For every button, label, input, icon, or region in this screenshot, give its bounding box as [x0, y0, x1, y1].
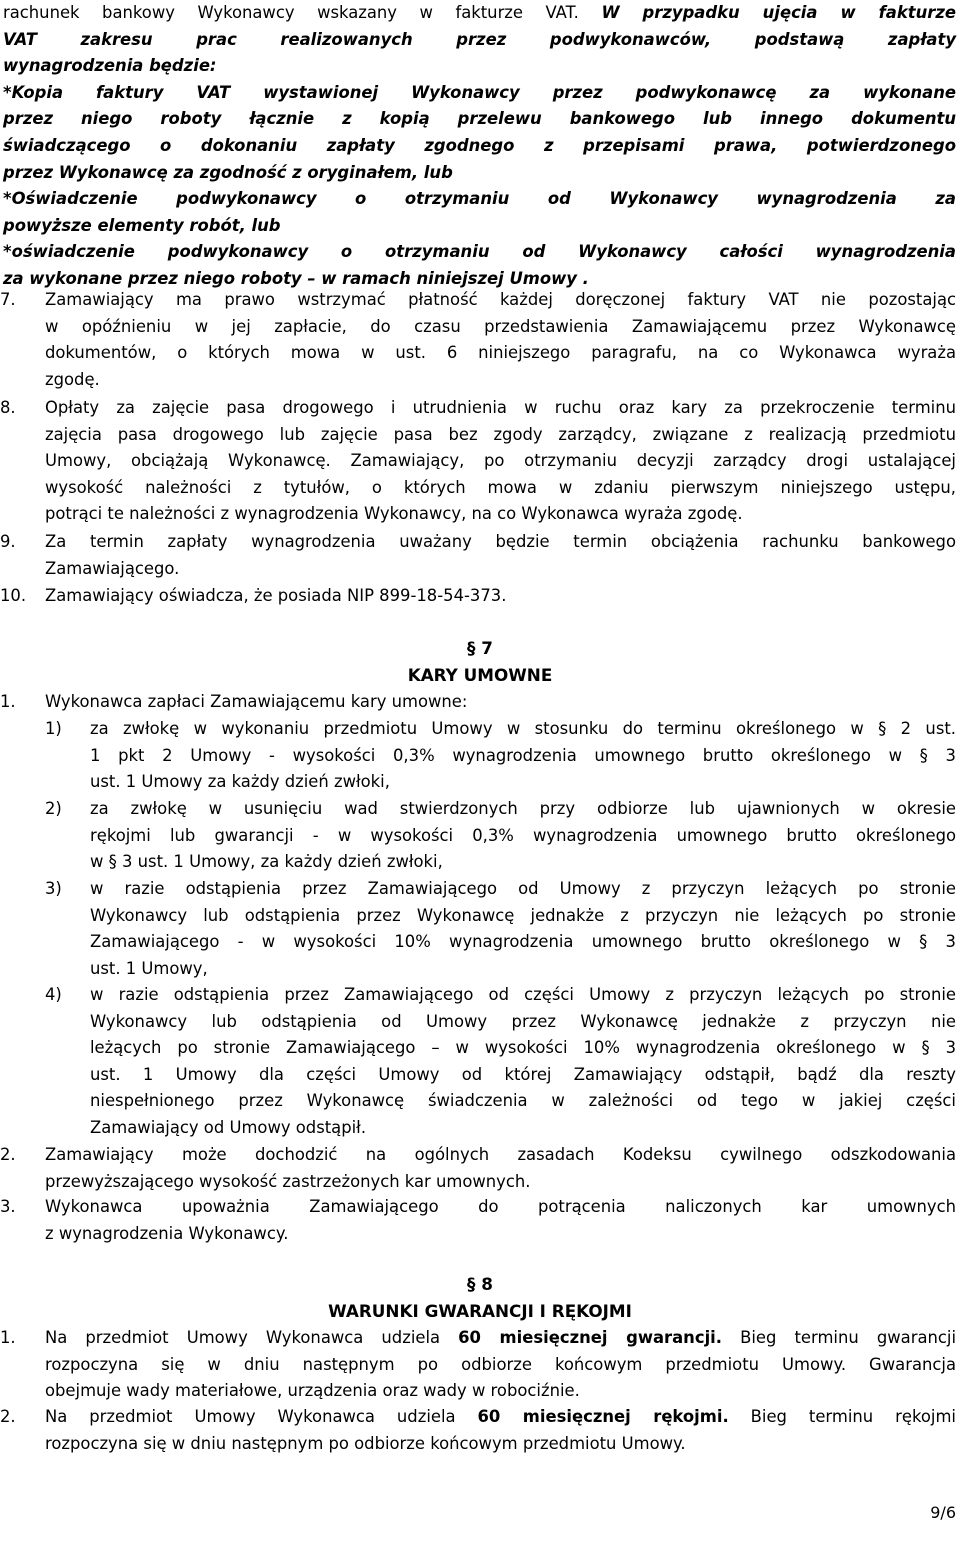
- section-8-p1-line-1: rozpoczyna się w dniu następnym po odbiorze końcowym przedmiotu Umowy. Gwarancja: [45, 1354, 956, 1374]
- point-8-text: [45, 395, 956, 528]
- item-1-line-1: 1 pkt 2 Umowy - wysokości 0,3% wynagrodzenia umownego brutto określonego w § 3: [90, 745, 956, 765]
- point-7-line-2: dokumentów, o których mowa w ust. 6 niniejszego paragrafu, na co Wykonawca wyraża: [45, 343, 956, 363]
- item-3-line-3: ust. 1 Umowy,: [90, 958, 208, 978]
- item-4-text: [90, 982, 956, 1142]
- point-number-10: 10.: [0, 586, 27, 605]
- item-2-line-0: za zwłokę w usunięciu wad stwierdzonych przy odbiorze lub ujawnionych w okresie: [90, 799, 956, 818]
- item-4-line-4: niespełnionego przez Wykonawcę świadczenia w zależności od tego w jakiej części: [90, 1091, 956, 1111]
- point-10-text: [45, 583, 956, 610]
- section-8-p2-text: [45, 1404, 956, 1457]
- item-number-2: 2): [45, 799, 62, 818]
- point-7-line-3: zgodę.: [45, 369, 100, 389]
- section-8-p2-post: Bieg terminu rękojmi: [750, 1407, 956, 1426]
- intro-block: [3, 0, 956, 293]
- point-8-line-0: Opłaty za zajęcie pasa drogowego i utrudnienia w ruchu oraz kary za przekroczenie terminu: [45, 398, 956, 417]
- point-number-9: 9.: [0, 532, 16, 551]
- intro-line-4: przez niego roboty łącznie z kopią przelewu bankowego lub innego dokumentu: [3, 109, 956, 129]
- item-2-text: [90, 796, 956, 876]
- item-number-1: 1): [45, 719, 62, 738]
- item-2-line-2: w § 3 ust. 1 Umowy, za każdy dzień zwłoki,: [90, 852, 443, 872]
- section-8-p1-number: 1.: [0, 1328, 16, 1347]
- section-8-symbol: § 8: [467, 1274, 493, 1294]
- section-7-p3-text: [45, 1194, 956, 1247]
- item-1-text: [90, 716, 956, 796]
- section-7-p2-number: 2.: [0, 1145, 16, 1164]
- section-7-title: KARY UMOWNE: [407, 665, 553, 685]
- point-7-line-1: w opóźnieniu w jej zapłacie, do czasu przedstawienia Zamawiającemu przez Wykonawcę: [45, 316, 956, 336]
- item-1-line-2: ust. 1 Umowy za każdy dzień zwłoki,: [90, 772, 390, 792]
- intro-line-6: przez Wykonawcę za zgodność z oryginałem, lub: [3, 162, 453, 182]
- point-8-line-2: Umowy, obciążają Wykonawcę. Zamawiający, po otrzymaniu decyzji zarządcy drogi ustalającej: [45, 451, 956, 471]
- item-4-line-1: Wykonawcy lub odstąpienia od Umowy przez Wykonawcę jednakże z przyczyn nie: [90, 1011, 956, 1031]
- item-number-4: 4): [45, 985, 62, 1004]
- intro-line-7: *Oświadczenie podwykonawcy o otrzymaniu od Wykonawcy wynagrodzenia za: [3, 189, 956, 209]
- item-3-line-2: Zamawiającego - w wysokości 10% wynagrodzenia umownego brutto określonego w § 3: [90, 932, 956, 952]
- point-7-line-0: Zamawiający ma prawo wstrzymać płatność każdej doręczonej faktury VAT nie pozostając: [45, 290, 956, 309]
- intro-line-10: za wykonane przez niego roboty – w ramach niniejszej Umowy .: [3, 268, 589, 288]
- point-8-line-3: wysokość należności z tytułów, o których mowa w zdaniu pierwszym niniejszego ustępu,: [45, 477, 956, 497]
- point-9-line-0: Za termin zapłaty wynagrodzenia uważany będzie termin obciążenia rachunku bankowego: [45, 532, 956, 551]
- point-9-text: [45, 529, 956, 582]
- item-1-line-0: za zwłokę w wykonaniu przedmiotu Umowy w stosunku do terminu określonego w § 2 ust.: [90, 719, 956, 738]
- warranty-rekojmi-period: 60 miesięcznej rękojmi.: [477, 1407, 729, 1426]
- item-2-line-1: rękojmi lub gwarancji - w wysokości 0,3% wynagrodzenia umownego brutto określonego: [90, 825, 956, 845]
- item-4-line-0: w razie odstąpienia przez Zamawiającego od części Umowy z przyczyn leżących po stronie: [90, 985, 956, 1004]
- page-number: 9/6: [930, 1503, 956, 1522]
- intro-line-5: świadczącego o dokonaniu zapłaty zgodnego z przepisami prawa, potwierdzonego: [3, 135, 956, 155]
- item-4-line-3: ust. 1 Umowy dla części Umowy od której Zamawiający odstąpił, bądź dla reszty: [90, 1064, 956, 1084]
- section-7-p2-text: [45, 1142, 956, 1195]
- item-4-line-5: Zamawiający od Umowy odstąpił.: [90, 1117, 367, 1137]
- section-7-p3-number: 3.: [0, 1197, 16, 1216]
- point-8-line-1: zajęcia pasa drogowego lub zajęcie pasa bez zgody zarządcy, związane z realizacją przedmiotu: [45, 424, 956, 444]
- item-4-line-2: leżących po stronie Zamawiającego – w wysokości 10% wynagrodzenia określonego w § 3: [90, 1038, 956, 1058]
- section-8-p2-line-0: [45, 1404, 956, 1431]
- section-7-p2-line-1: przewyższającego wysokość zastrzeżonych kar umownych.: [45, 1171, 531, 1191]
- item-3-text: [90, 876, 956, 982]
- intro-line-2: wynagrodzenia będzie:: [3, 56, 217, 76]
- section-8-p2-pre: Na przedmiot Umowy Wykonawca udziela: [45, 1407, 456, 1426]
- intro-line-1: VAT zakresu prac realizowanych przez podwykonawców, podstawą zapłaty: [3, 29, 956, 49]
- item-number-3: 3): [45, 879, 62, 898]
- section-8-p2-number: 2.: [0, 1407, 16, 1426]
- section-8-p1-post: Bieg terminu gwarancji: [740, 1328, 956, 1347]
- intro-line-0: [3, 0, 956, 27]
- intro-line-3: *Kopia faktury VAT wystawionej Wykonawcy przez podwykonawcę za wykonane: [3, 82, 956, 102]
- section-8-p2-line-1: rozpoczyna się w dniu następnym po odbiorze końcowym przedmiotu Umowy.: [45, 1433, 686, 1453]
- point-number-7: 7.: [0, 290, 16, 309]
- section-8-p1-text: [45, 1325, 956, 1405]
- section-8-p1-pre: Na przedmiot Umowy Wykonawca udziela: [45, 1328, 441, 1347]
- section-7-p1-text: Wykonawca zapłaci Zamawiającemu kary umowne:: [45, 692, 468, 711]
- warranty-period: 60 miesięcznej gwarancji.: [458, 1328, 723, 1347]
- section-7-p1-number: 1.: [0, 692, 16, 711]
- point-number-8: 8.: [0, 398, 16, 417]
- point-10-line-0: Zamawiający oświadcza, że posiada NIP 899-18-54-373.: [45, 586, 507, 605]
- section-8-title: WARUNKI GWARANCJI I RĘKOJMI: [328, 1301, 632, 1321]
- point-9-line-1: Zamawiającego.: [45, 558, 180, 578]
- point-7-text: [45, 287, 956, 393]
- section-8-p1-line-2: obejmuje wady materiałowe, urządzenia oraz wady w robociźnie.: [45, 1381, 580, 1401]
- section-7-p2-line-0: Zamawiający może dochodzić na ogólnych zasadach Kodeksu cywilnego odszkodowania: [45, 1145, 956, 1164]
- section-8-p1-line-0: [45, 1325, 956, 1352]
- intro-line-9: *oświadczenie podwykonawcy o otrzymaniu od Wykonawcy całości wynagrodzenia: [3, 242, 956, 262]
- item-3-line-1: Wykonawcy lub odstąpienia przez Wykonawcę jednakże z przyczyn nie leżących po stronie: [90, 905, 956, 925]
- item-3-line-0: w razie odstąpienia przez Zamawiającego od Umowy z przyczyn leżących po stronie: [90, 879, 956, 898]
- point-8-line-4: potrąci te należności z wynagrodzenia Wykonawcy, na co Wykonawca wyraża zgodę.: [45, 504, 743, 524]
- section-7-p3-line-1: z wynagrodzenia Wykonawcy.: [45, 1223, 289, 1243]
- intro-line-8: powyższe elementy robót, lub: [3, 215, 281, 235]
- intro-line-normal: rachunek bankowy Wykonawcy wskazany w fakturze VAT.: [3, 3, 579, 22]
- section-7-p3-line-0: Wykonawca upoważnia Zamawiającego do potrącenia naliczonych kar umownych: [45, 1197, 956, 1216]
- intro-line-bold: W przypadku ujęcia w fakturze: [601, 3, 956, 22]
- section-7-symbol: § 7: [467, 638, 493, 658]
